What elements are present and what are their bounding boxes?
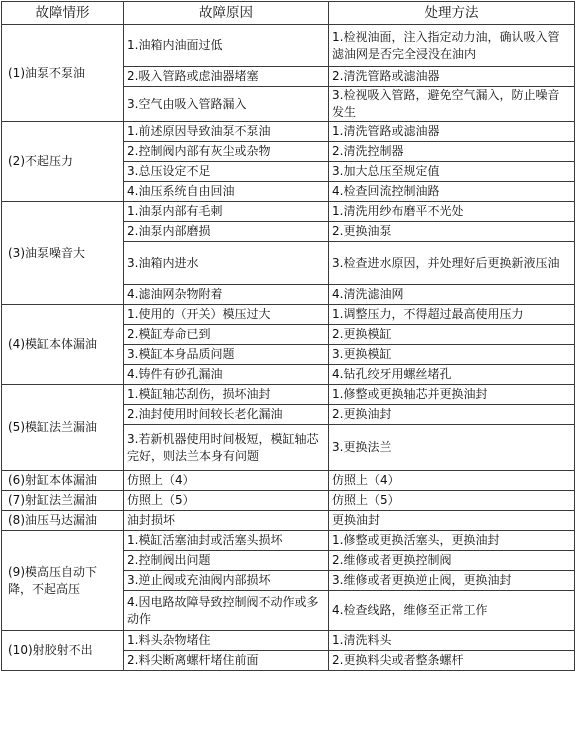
table-row	[2, 25, 575, 67]
troubleshooting-table	[1, 1, 575, 671]
solution-cell: 2.更换油封	[329, 405, 575, 425]
solution-cell: 2.清洗管路或滤油器	[329, 67, 575, 87]
solution-cell: 1.检视油面，注入指定动力油，确认吸入管滤油网是否完全浸没在油内	[329, 25, 575, 67]
cause-cell: 4.滤油网杂物附着	[124, 285, 329, 305]
solution-cell: 2.更换油泵	[329, 222, 575, 242]
symptom-cell: (7)射缸法兰漏油	[2, 491, 124, 511]
table-row	[2, 631, 575, 651]
solution-cell: 1.修整或更换活塞头，更换油封	[329, 531, 575, 551]
cause-cell: 3.逆止阀或充油阀内部损坏	[124, 571, 329, 591]
cause-cell: 2.油泵内部磨损	[124, 222, 329, 242]
table-row	[2, 202, 575, 222]
symptom-cell: (10)射胶射不出	[2, 631, 124, 671]
cause-cell: 2.油封使用时间较长老化漏油	[124, 405, 329, 425]
cause-cell: 2.控制阀出问题	[124, 551, 329, 571]
solution-cell: 3.维修或者更换逆止阀，更换油封	[329, 571, 575, 591]
table-row	[2, 471, 575, 491]
symptom-cell: (2)不起压力	[2, 122, 124, 202]
cause-cell: 1.使用的（开关）模压过大	[124, 305, 329, 325]
cause-cell: 4.油压系统自由回油	[124, 182, 329, 202]
solution-cell: 2.维修或者更换控制阀	[329, 551, 575, 571]
symptom-cell: (3)油泵噪音大	[2, 202, 124, 305]
solution-cell: 1.清洗料头	[329, 631, 575, 651]
table-row	[2, 122, 575, 142]
solution-cell: 仿照上（5）	[329, 491, 575, 511]
cause-cell: 仿照上（4）	[124, 471, 329, 491]
solution-cell: 2.更换模缸	[329, 325, 575, 345]
solution-cell: 更换油封	[329, 511, 575, 531]
cause-cell: 1.模缸活塞油封或活塞头损坏	[124, 531, 329, 551]
solution-cell: 4.钻孔绞牙用螺丝堵孔	[329, 365, 575, 385]
solution-cell: 2.清洗控制器	[329, 142, 575, 162]
solution-cell: 4.检查回流控制油路	[329, 182, 575, 202]
solution-cell: 1.清洗管路或滤油器	[329, 122, 575, 142]
cause-cell: 3.若新机器使用时间极短，模缸轴芯完好，则法兰本身有问题	[124, 425, 329, 471]
solution-cell: 3.更换模缸	[329, 345, 575, 365]
cause-cell: 1.模缸轴芯刮伤，损坏油封	[124, 385, 329, 405]
cause-cell: 油封损坏	[124, 511, 329, 531]
cause-cell: 4.铸件有砂孔漏油	[124, 365, 329, 385]
solution-cell: 1.清洗用纱布磨平不光处	[329, 202, 575, 222]
solution-cell: 3.检查进水原因，并处理好后更换新液压油	[329, 242, 575, 285]
solution-cell: 4.检查线路，维修至正常工作	[329, 591, 575, 631]
cause-cell: 4.因电路故障导致控制阀不动作或多动作	[124, 591, 329, 631]
cause-cell: 2.模缸寿命已到	[124, 325, 329, 345]
cause-cell: 1.油泵内部有毛刺	[124, 202, 329, 222]
table-body	[2, 25, 575, 671]
symptom-cell: (9)模高压自动下降，不起高压	[2, 531, 124, 631]
symptom-cell: (6)射缸本体漏油	[2, 471, 124, 491]
cause-cell: 3.空气由吸入管路漏入	[124, 87, 329, 122]
cause-cell: 1.料头杂物堵住	[124, 631, 329, 651]
solution-cell: 4.清洗滤油网	[329, 285, 575, 305]
cause-cell: 2.吸入管路或虑油器堵塞	[124, 67, 329, 87]
table-row	[2, 531, 575, 551]
header-symptom: 故障情形	[2, 2, 124, 25]
table-row	[2, 511, 575, 531]
cause-cell: 1.油箱内油面过低	[124, 25, 329, 67]
header-cause: 故障原因	[124, 2, 329, 25]
table-row	[2, 491, 575, 511]
cause-cell: 仿照上（5）	[124, 491, 329, 511]
solution-cell: 3.检视吸入管路，避免空气漏入，防止噪音发生	[329, 87, 575, 122]
table-row	[2, 385, 575, 405]
symptom-cell: (5)模缸法兰漏油	[2, 385, 124, 471]
solution-cell: 1.修整或更换轴芯并更换油封	[329, 385, 575, 405]
header-solution: 处理方法	[329, 2, 575, 25]
cause-cell: 2.料尖断离螺杆堵住前面	[124, 651, 329, 671]
solution-cell: 2.更换料尖或者整条螺杆	[329, 651, 575, 671]
solution-cell: 1.调整压力，不得超过最高使用压力	[329, 305, 575, 325]
solution-cell: 3.加大总压至规定值	[329, 162, 575, 182]
symptom-cell: (4)模缸本体漏油	[2, 305, 124, 385]
solution-cell: 3.更换法兰	[329, 425, 575, 471]
cause-cell: 1.前述原因导致油泵不泵油	[124, 122, 329, 142]
header-row	[2, 2, 575, 25]
solution-cell: 仿照上（4）	[329, 471, 575, 491]
cause-cell: 3.油箱内进水	[124, 242, 329, 285]
table-row	[2, 305, 575, 325]
cause-cell: 3.总压设定不足	[124, 162, 329, 182]
cause-cell: 2.控制阀内部有灰尘或杂物	[124, 142, 329, 162]
cause-cell: 3.模缸本身品质问题	[124, 345, 329, 365]
symptom-cell: (1)油泵不泵油	[2, 25, 124, 122]
symptom-cell: (8)油压马达漏油	[2, 511, 124, 531]
